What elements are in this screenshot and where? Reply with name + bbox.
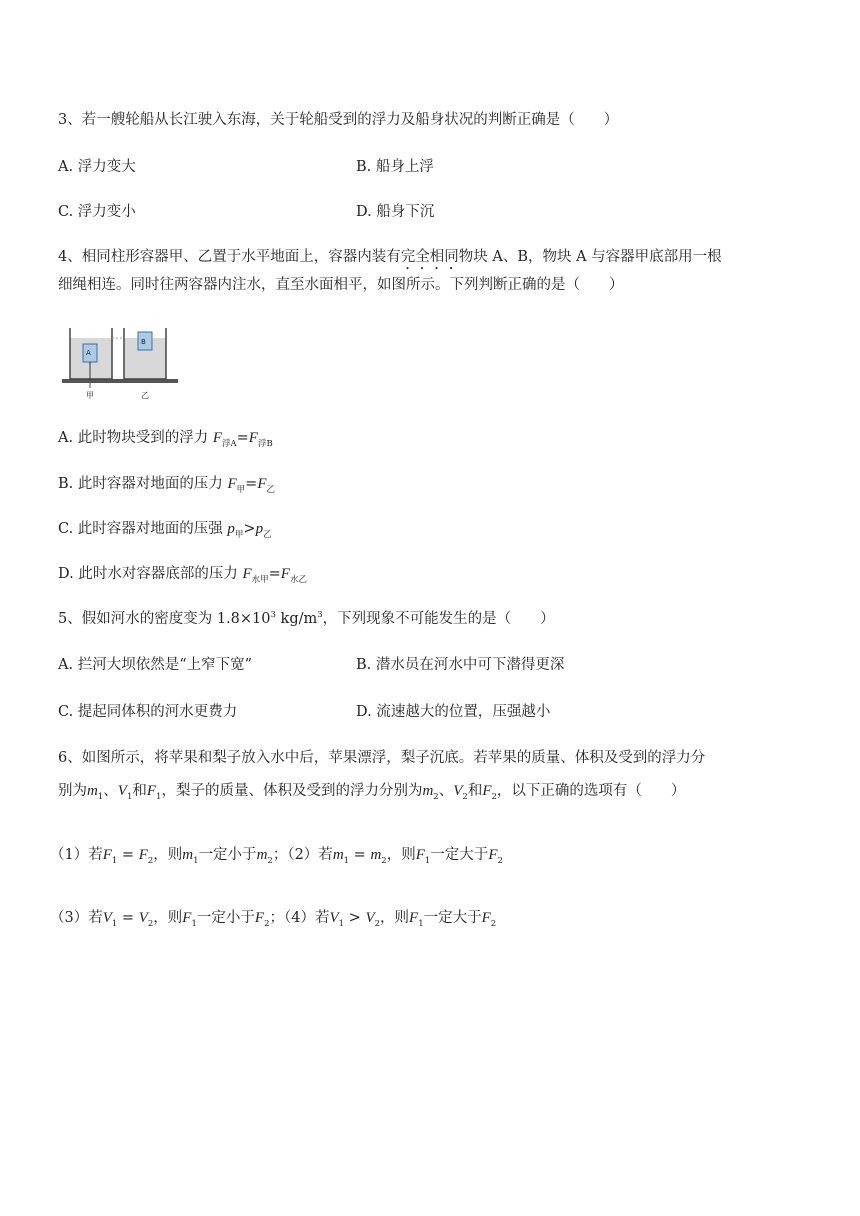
- math-sub: 2: [491, 791, 497, 802]
- math-var: F: [227, 476, 237, 492]
- q3-option-a: A. 浮力变大: [58, 159, 136, 175]
- q4-stem-part: 4、相同柱形容器甲、乙置于水平地面上，容器内装有: [58, 249, 401, 265]
- text: （1）若: [50, 847, 103, 863]
- q3-option-b: B. 船身上浮: [356, 159, 434, 175]
- text: 别为: [58, 783, 87, 799]
- container-right-label: 乙: [141, 391, 149, 400]
- container-left-label: 甲: [86, 391, 94, 400]
- math-var: F: [254, 910, 265, 926]
- text: （3）若: [50, 910, 103, 926]
- q6-statement-3-4: [50, 906, 496, 929]
- math-sub: 2: [267, 855, 273, 866]
- math-sub: 1: [338, 918, 345, 929]
- math-var: V: [365, 910, 375, 926]
- math-sub: 2: [490, 918, 497, 929]
- q4-option-c: [58, 517, 272, 540]
- text: ，梨子的质量、体积及受到的浮力分别为: [161, 783, 423, 799]
- math-var: F: [482, 783, 492, 799]
- text: 一定大于: [423, 910, 482, 926]
- q4-stem-line2: 细绳相连。同时往两容器内注水，直至水面相平，如图所示。下列判断正确的是（ ）: [58, 277, 624, 293]
- math-var: F: [257, 476, 267, 492]
- q4-stem-part: 物块 A、B，物块 A 与容器甲底部用一根: [458, 249, 722, 265]
- math-var: F: [481, 910, 491, 926]
- math-sub: 1: [97, 791, 104, 802]
- math-var: m: [422, 783, 434, 799]
- math-sub: 1: [193, 855, 199, 866]
- option-text: B. 此时容器对地面的压力: [58, 476, 228, 492]
- math-var: V: [453, 783, 463, 799]
- math-sub: 1: [111, 855, 118, 866]
- exponent: 3: [270, 610, 276, 621]
- math-var: V: [138, 910, 148, 926]
- q6-stem-line1: 6、如图所示，将苹果和梨子放入水中后，苹果漂浮，梨子沉底。若苹果的质量、体积及受到的浮力分: [58, 750, 706, 766]
- math-sub: 乙: [263, 529, 272, 540]
- q5-stem-part: ，下列现象不可能发生的是（ ）: [322, 611, 555, 627]
- block-a-label: A: [86, 349, 91, 357]
- text: ，则: [386, 847, 416, 863]
- math-var: V: [329, 910, 339, 926]
- text: 和: [467, 783, 483, 799]
- math-var: m: [182, 847, 194, 863]
- text: ；（4）若: [269, 910, 330, 926]
- math-var: F: [182, 910, 192, 926]
- exponent: 3: [317, 610, 323, 621]
- math-var: V: [117, 783, 127, 799]
- q5-option-b: B. 潜水员在河水中可下潜得更深: [356, 657, 565, 673]
- q5-option-a: A. 拦河大坝依然是“上窄下宽”: [58, 657, 253, 673]
- q4-option-a: [58, 426, 273, 449]
- math-var: p: [227, 521, 235, 537]
- text: 一定小于: [196, 910, 255, 926]
- q3-option-d: D. 船身下沉: [356, 204, 435, 220]
- math-sub: 水乙: [289, 574, 307, 585]
- math-op: =: [117, 847, 139, 863]
- block-b-label: B: [141, 338, 146, 346]
- math-var: F: [212, 430, 222, 446]
- math-sub: 2: [147, 918, 154, 929]
- math-var: V: [102, 910, 112, 926]
- math-var: m: [256, 847, 268, 863]
- math-sub: 水甲: [251, 574, 269, 585]
- math-sub: 1: [424, 855, 431, 866]
- math-sub: 2: [462, 791, 468, 802]
- math-sub: 1: [156, 791, 162, 802]
- text: 、: [103, 783, 118, 799]
- text: 一定大于: [430, 847, 489, 863]
- math-sub: 2: [147, 855, 154, 866]
- text: ，则: [380, 910, 410, 926]
- q5-stem-part: kg/m: [275, 611, 318, 627]
- math-op: =: [349, 847, 371, 863]
- q4-stem-line1: [58, 245, 722, 273]
- text: 一定小于: [198, 847, 257, 863]
- math-var: F: [415, 847, 425, 863]
- math-sub: 1: [126, 791, 133, 802]
- math-sub: 2: [433, 791, 439, 802]
- q4-option-b: [58, 472, 275, 495]
- math-sub: 甲: [236, 484, 246, 495]
- option-text: C. 此时容器对地面的压强: [58, 521, 228, 537]
- q5-option-c: C. 提起同体积的河水更费力: [58, 704, 238, 720]
- math-sub: 乙: [266, 484, 276, 495]
- q5-stem: [58, 607, 555, 628]
- math-sub: 2: [374, 918, 381, 929]
- math-var: F: [146, 783, 157, 799]
- math-sub: 2: [264, 918, 270, 929]
- math-sub: 2: [497, 855, 503, 866]
- math-op: =: [245, 476, 258, 492]
- math-var: F: [409, 910, 419, 926]
- q3-stem: 3、若一艘轮船从长江驶入东海，关于轮船受到的浮力及船身状况的判断正确是（ ）: [58, 112, 619, 128]
- math-sub: 1: [418, 918, 424, 929]
- math-var: m: [87, 783, 98, 799]
- math-var: F: [102, 847, 112, 863]
- q5-stem-part: 5、假如河水的密度变为 1.8×10: [58, 611, 271, 627]
- math-op: =: [268, 566, 281, 582]
- q4-figure: [60, 322, 180, 408]
- math-var: F: [138, 847, 148, 863]
- q5-option-d: D. 流速越大的位置，压强越小: [356, 704, 551, 720]
- q4-emphasis-text: 完全相同: [400, 249, 459, 265]
- math-var: m: [370, 847, 382, 863]
- math-var: m: [332, 847, 344, 863]
- math-sub: 浮B: [257, 438, 273, 449]
- math-sub: 浮A: [221, 438, 237, 449]
- q6-stem-line2: [58, 779, 685, 802]
- math-sub: 甲: [234, 529, 244, 540]
- text: ；（2）若: [272, 847, 333, 863]
- text: 和: [132, 783, 147, 799]
- q6-statement-1-2: [50, 843, 503, 866]
- text: 、: [438, 783, 454, 799]
- math-var: p: [255, 521, 264, 537]
- math-op: >: [344, 910, 366, 926]
- text: ，以下正确的选项有（ ）: [496, 783, 686, 799]
- math-sub: 2: [381, 855, 387, 866]
- q4-option-d: [58, 562, 307, 585]
- text: ，则: [153, 847, 183, 863]
- math-var: F: [280, 566, 290, 582]
- math-op: =: [236, 430, 249, 446]
- math-op: >: [243, 521, 256, 537]
- math-sub: 1: [111, 918, 118, 929]
- math-var: F: [488, 847, 498, 863]
- math-var: F: [248, 430, 258, 446]
- math-sub: 1: [191, 918, 197, 929]
- math-sub: 1: [343, 855, 350, 866]
- math-var: F: [242, 566, 252, 582]
- q3-option-c: C. 浮力变小: [58, 204, 136, 220]
- math-op: =: [117, 910, 139, 926]
- option-text: A. 此时物块受到的浮力: [58, 430, 213, 446]
- text: ，则: [153, 910, 183, 926]
- option-text: D. 此时水对容器底部的压力: [58, 566, 243, 582]
